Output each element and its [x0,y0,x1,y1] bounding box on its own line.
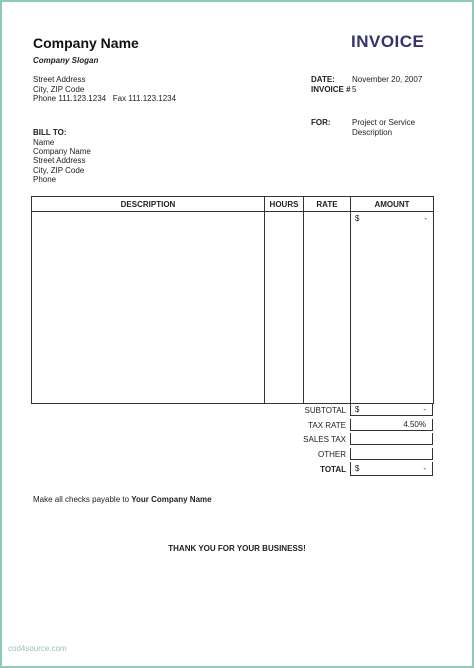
bill-to-line: Phone [33,175,57,184]
company-street: Street Address [33,75,86,84]
subtotal-label: SUBTOTAL [304,406,346,415]
rate-cell[interactable] [304,212,351,404]
invoice-items-table [31,196,434,404]
description-cell[interactable] [32,212,265,404]
company-city-zip: City, ZIP Code [33,85,85,94]
invoice-number-label: INVOICE # [311,85,351,94]
column-header-hours: HOURS [265,197,304,212]
total-label: TOTAL [320,465,346,474]
thank-you-message: THANK YOU FOR YOUR BUSINESS! [168,544,306,553]
company-phone-fax: Phone 111.123.1234 Fax 111.123.1234 [33,94,177,103]
column-header-amount: AMOUNT [351,197,434,212]
total-value: - [423,464,426,473]
other-box[interactable] [350,448,433,460]
table-header-row [32,197,434,212]
for-value-line1: Project or Service [352,118,416,127]
for-value-line2: Description [352,128,393,137]
amount-currency: $ [355,214,360,223]
table-row [32,212,434,404]
bill-to-line: Street Address [33,156,86,165]
company-slogan: Company Slogan [33,56,99,65]
for-label: FOR: [311,118,331,127]
bill-to-line: City, ZIP Code [33,166,85,175]
bill-to-label: BILL TO: [33,128,67,137]
other-label: OTHER [318,450,346,459]
sales-tax-label: SALES TAX [303,435,346,444]
total-currency: $ [355,464,360,473]
watermark: cod4source.com [8,644,67,653]
bill-to-line: Company Name [33,147,91,156]
subtotal-currency: $ [355,405,360,414]
tax-rate-box[interactable] [350,419,433,431]
total-box[interactable] [350,462,433,476]
company-name: Company Name [33,35,139,51]
payable-prefix: Make all checks payable to [33,495,132,504]
sales-tax-box[interactable] [350,433,433,445]
amount-value: - [424,214,427,223]
column-header-description: DESCRIPTION [32,197,265,212]
bill-to-line: Name [33,138,55,147]
tax-rate-label: TAX RATE [308,421,346,430]
tax-rate-value: 4.50% [403,420,426,429]
payable-company: Your Company Name [131,495,212,504]
invoice-number-value: 5 [352,85,357,94]
subtotal-value: - [423,405,426,414]
invoice-title: INVOICE [351,32,425,51]
amount-cell[interactable] [351,212,434,404]
subtotal-box[interactable] [350,404,433,416]
date-value: November 20, 2007 [352,75,423,84]
payable-note [33,495,212,505]
hours-cell[interactable] [265,212,304,404]
date-label: DATE: [311,75,335,84]
column-header-rate: RATE [304,197,351,212]
